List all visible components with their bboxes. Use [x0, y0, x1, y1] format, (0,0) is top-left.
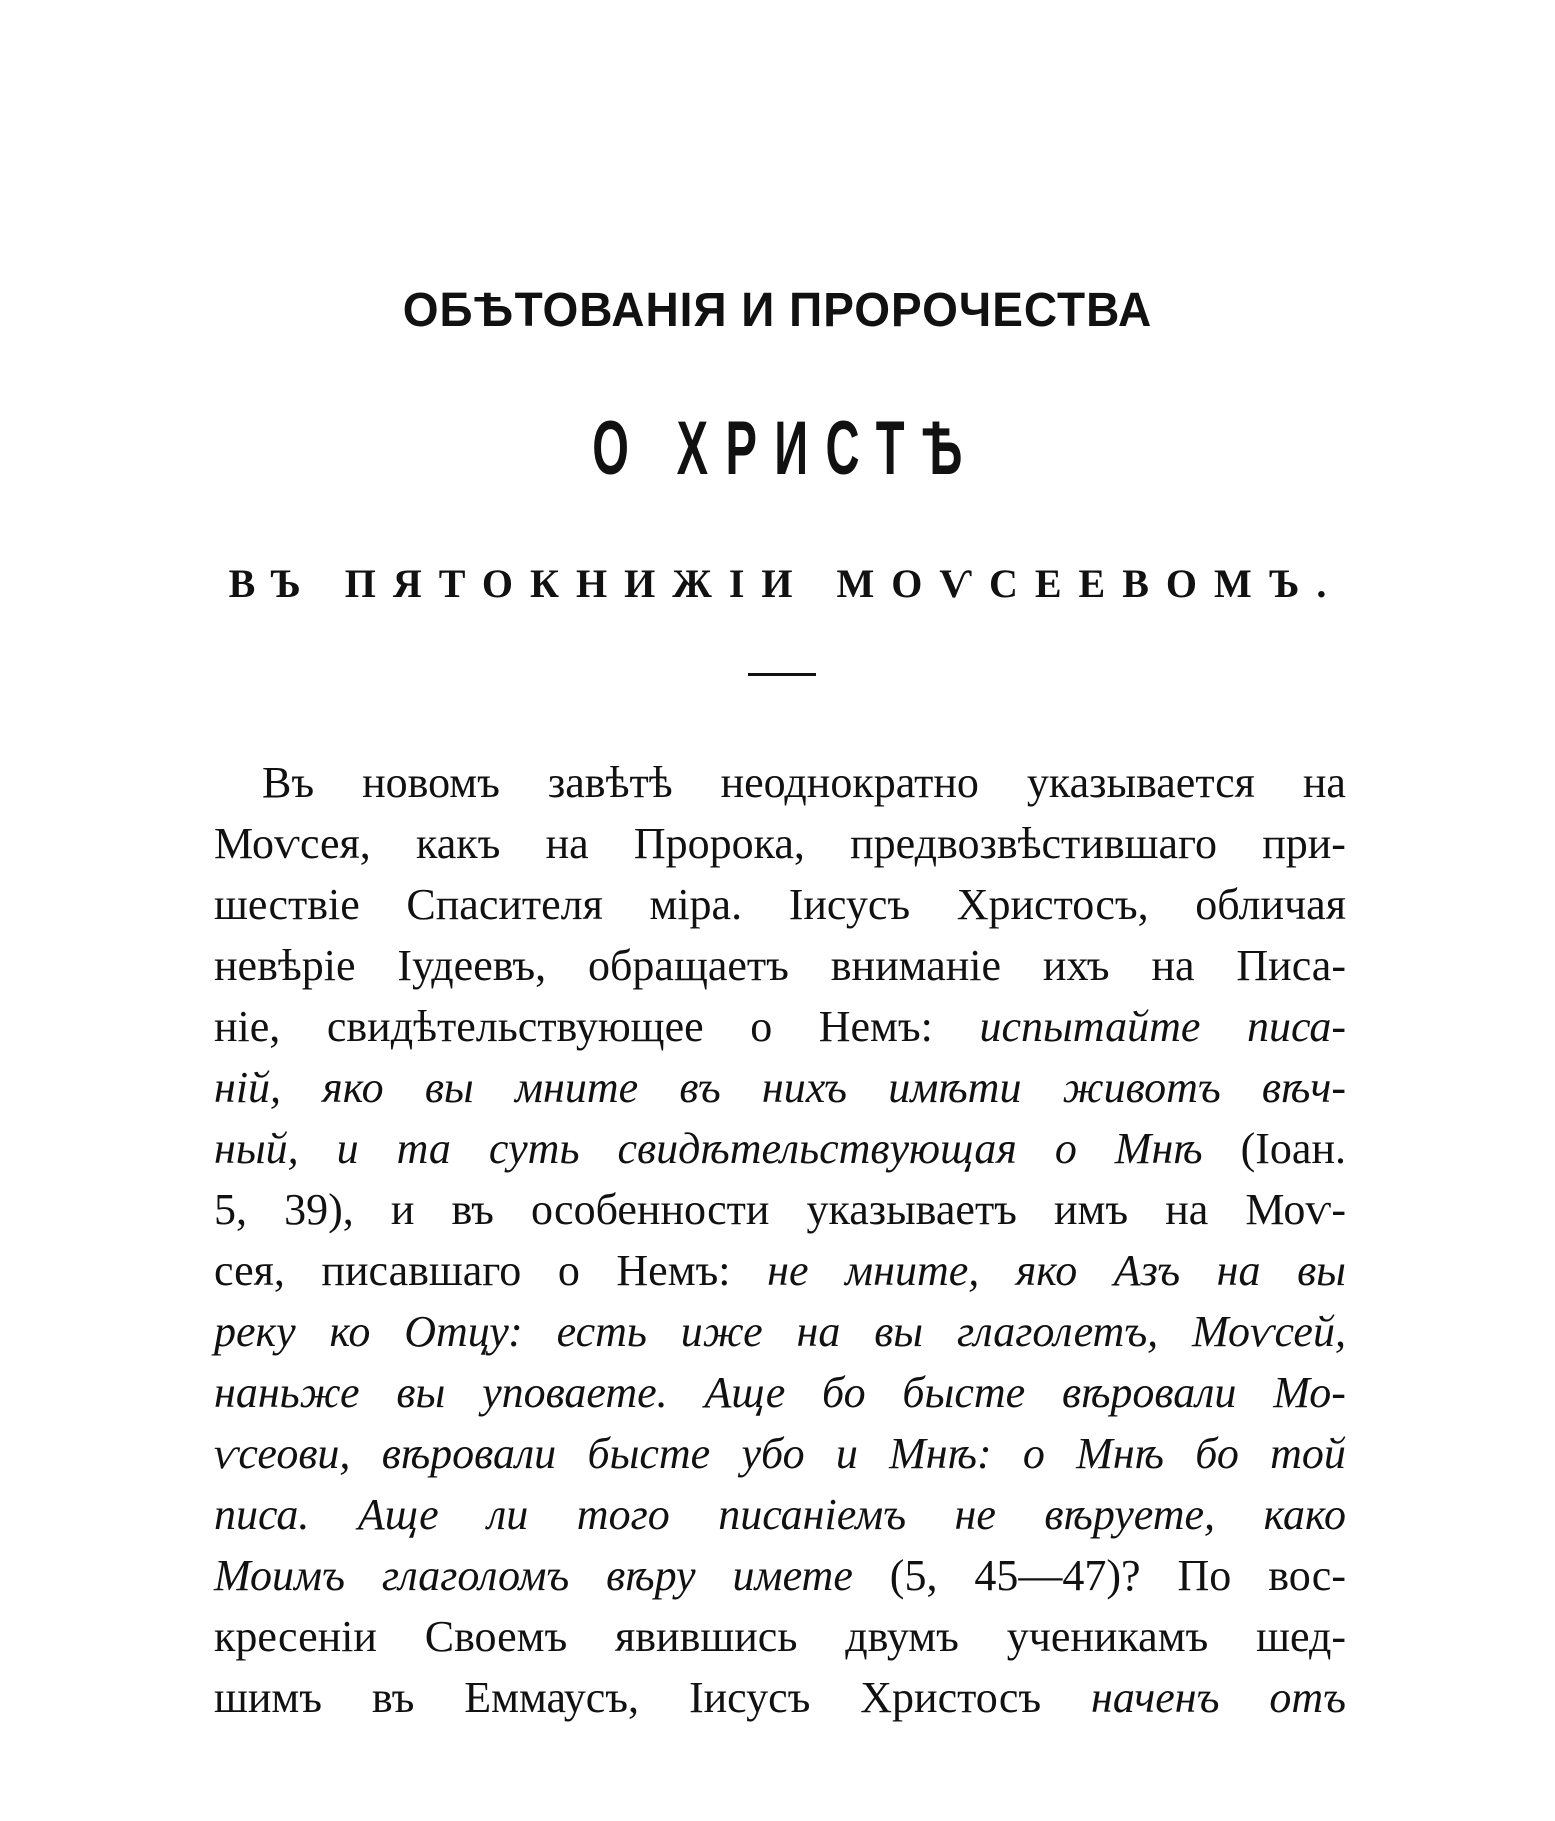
word: Мнѣ: [889, 1429, 992, 1478]
body-paragraph [214, 752, 1346, 1728]
heading-title: ОБѢТОВАНІЯ И ПРОРОЧЕСТВА [402, 281, 1153, 337]
text-line [214, 1484, 1346, 1545]
word: мните [514, 1063, 639, 1112]
text-line [214, 1362, 1346, 1423]
word: шед- [1256, 1612, 1346, 1661]
word: свидѣтельствующая [617, 1124, 1017, 1173]
word: вы [396, 1368, 446, 1417]
word: Своемъ [424, 1612, 568, 1661]
word: о [557, 1246, 580, 1295]
word: та [396, 1124, 451, 1173]
word: вѣруете, [1044, 1490, 1216, 1539]
word: невѣріе [214, 941, 356, 990]
word: и [336, 1124, 359, 1173]
text-line [214, 1301, 1346, 1362]
text-line [214, 1545, 1346, 1606]
word: той [1270, 1429, 1346, 1478]
word: писа- [1246, 1002, 1346, 1051]
word: Немъ: [616, 1246, 731, 1295]
word: на [545, 819, 589, 868]
word: шествіе [214, 880, 360, 929]
text-line [214, 1606, 1346, 1667]
word: ихъ [1042, 941, 1110, 990]
word: того [576, 1490, 670, 1539]
word: Спасителя [406, 880, 603, 929]
word: вы [874, 1307, 924, 1356]
text-line [214, 752, 1346, 813]
word: вниманіе [830, 941, 1002, 990]
word: особенности [530, 1185, 770, 1234]
word: Іудеевъ, [397, 941, 547, 990]
word: Христосъ [860, 1673, 1042, 1722]
text-line [214, 1118, 1346, 1179]
word: бысте [587, 1429, 711, 1478]
word: реку [214, 1307, 296, 1356]
text-line [214, 1667, 1346, 1728]
word: указывается [1026, 758, 1255, 807]
word: въ [371, 1673, 415, 1722]
word: ный, [214, 1124, 299, 1173]
word: бо [822, 1368, 866, 1417]
word: свидѣтельствующее [326, 1002, 704, 1051]
word: яко [1015, 1246, 1078, 1295]
word: вос- [1268, 1551, 1346, 1600]
word: (Іоан. [1240, 1124, 1346, 1173]
word: о [1054, 1124, 1077, 1173]
word: Пророка, [633, 819, 805, 868]
word: шимъ [214, 1673, 323, 1722]
word: бысте [902, 1368, 1026, 1417]
word: Моѵ- [1245, 1185, 1346, 1234]
heading-subject: О ХРИСТѢ [592, 406, 981, 491]
word: вѣровали [1061, 1368, 1237, 1417]
text-line [214, 1240, 1346, 1301]
text-line [214, 935, 1346, 996]
word: двумъ [845, 1612, 959, 1661]
word: новомъ [362, 758, 500, 807]
word: Отцу: [404, 1307, 523, 1356]
word: въ [679, 1063, 721, 1112]
word: глаголетъ, [956, 1307, 1159, 1356]
word: наньже [214, 1368, 360, 1417]
word: неоднократно [720, 758, 979, 807]
text-line [214, 996, 1346, 1057]
word: вѣру [606, 1551, 696, 1600]
word: Іисусъ [788, 880, 911, 929]
word: 45—47)? [974, 1551, 1141, 1600]
word: о [1022, 1429, 1045, 1478]
word: ній, [214, 1063, 282, 1112]
word: на [1302, 758, 1346, 807]
text-line [214, 874, 1346, 935]
word: и [390, 1185, 415, 1234]
word: нихъ [761, 1063, 848, 1112]
word: Немъ: [818, 1002, 933, 1051]
word: Мнѣ [1076, 1429, 1164, 1478]
word: писавшаго [321, 1246, 522, 1295]
word: Іисусъ [688, 1673, 811, 1722]
word: на [1151, 941, 1195, 990]
word: на [1216, 1246, 1261, 1295]
word: Моѵсея, [214, 819, 371, 868]
word: имъ [1054, 1185, 1129, 1234]
word: вѣч- [1261, 1063, 1346, 1112]
word: имете [732, 1551, 853, 1600]
word: міра. [649, 880, 743, 929]
word: Писа- [1236, 941, 1346, 990]
word: Христосъ, [956, 880, 1149, 929]
text-line [214, 1057, 1346, 1118]
word: какъ [416, 819, 501, 868]
word: Аще [704, 1368, 786, 1417]
word: Моѵсей, [1192, 1307, 1346, 1356]
word: указываетъ [806, 1185, 1017, 1234]
word: явившись [615, 1612, 798, 1661]
word: Въ [262, 758, 315, 807]
word: вы [1297, 1246, 1346, 1295]
word: убо [741, 1429, 805, 1478]
word: на [796, 1307, 841, 1356]
word: Мо- [1273, 1368, 1346, 1417]
word: обращаетъ [588, 941, 789, 990]
word: како [1263, 1490, 1346, 1539]
word: есть [556, 1307, 647, 1356]
word: вѣровали [381, 1429, 557, 1478]
word: ніе, [214, 1002, 281, 1051]
word: ли [487, 1490, 529, 1539]
word: кресеніи [214, 1612, 377, 1661]
text-line [214, 1179, 1346, 1240]
word: ко [329, 1307, 371, 1356]
word: животъ [1062, 1063, 1221, 1112]
word: вы [424, 1063, 474, 1112]
word: на [1165, 1185, 1209, 1234]
word: отъ [1269, 1673, 1346, 1722]
word: при- [1262, 819, 1346, 868]
word: въ [451, 1185, 494, 1234]
word: глаголомъ [381, 1551, 570, 1600]
word: По [1177, 1551, 1232, 1600]
word: писа. [214, 1490, 310, 1539]
word: Аще [357, 1490, 439, 1539]
word: обличая [1195, 880, 1346, 929]
word: мните, [845, 1246, 980, 1295]
word: писаніемъ [718, 1490, 907, 1539]
word: 5, [214, 1185, 247, 1234]
word: предвозвѣстившаго [850, 819, 1217, 868]
word: Азъ [1113, 1246, 1181, 1295]
word: яко [322, 1063, 384, 1112]
heading-subtitle: ВЪ ПЯТОКНИЖІИ МОѴСЕЕВОМЪ. [228, 561, 1344, 606]
word: не [954, 1490, 996, 1539]
word: не [767, 1246, 809, 1295]
word: сея, [214, 1246, 285, 1295]
word: суть [488, 1124, 580, 1173]
text-line [214, 1423, 1346, 1484]
word: бо [1195, 1429, 1239, 1478]
word: 39), [284, 1185, 354, 1234]
word: ученикамъ [1006, 1612, 1209, 1661]
word: (5, [889, 1551, 938, 1600]
word: Еммаусъ, [464, 1673, 640, 1722]
word: Моимъ [214, 1551, 345, 1600]
word: имѣти [888, 1063, 1022, 1112]
word: завѣтѣ [547, 758, 673, 807]
word: уповаете. [482, 1368, 668, 1417]
word: о [750, 1002, 773, 1051]
word: ѵсеови, [214, 1429, 351, 1478]
word: Мнѣ [1114, 1124, 1203, 1173]
separator-rule [748, 673, 816, 676]
word: испытайте [979, 1002, 1201, 1051]
text-line [214, 813, 1346, 874]
word: наченъ [1091, 1673, 1220, 1722]
word: иже [680, 1307, 763, 1356]
word: и [835, 1429, 858, 1478]
